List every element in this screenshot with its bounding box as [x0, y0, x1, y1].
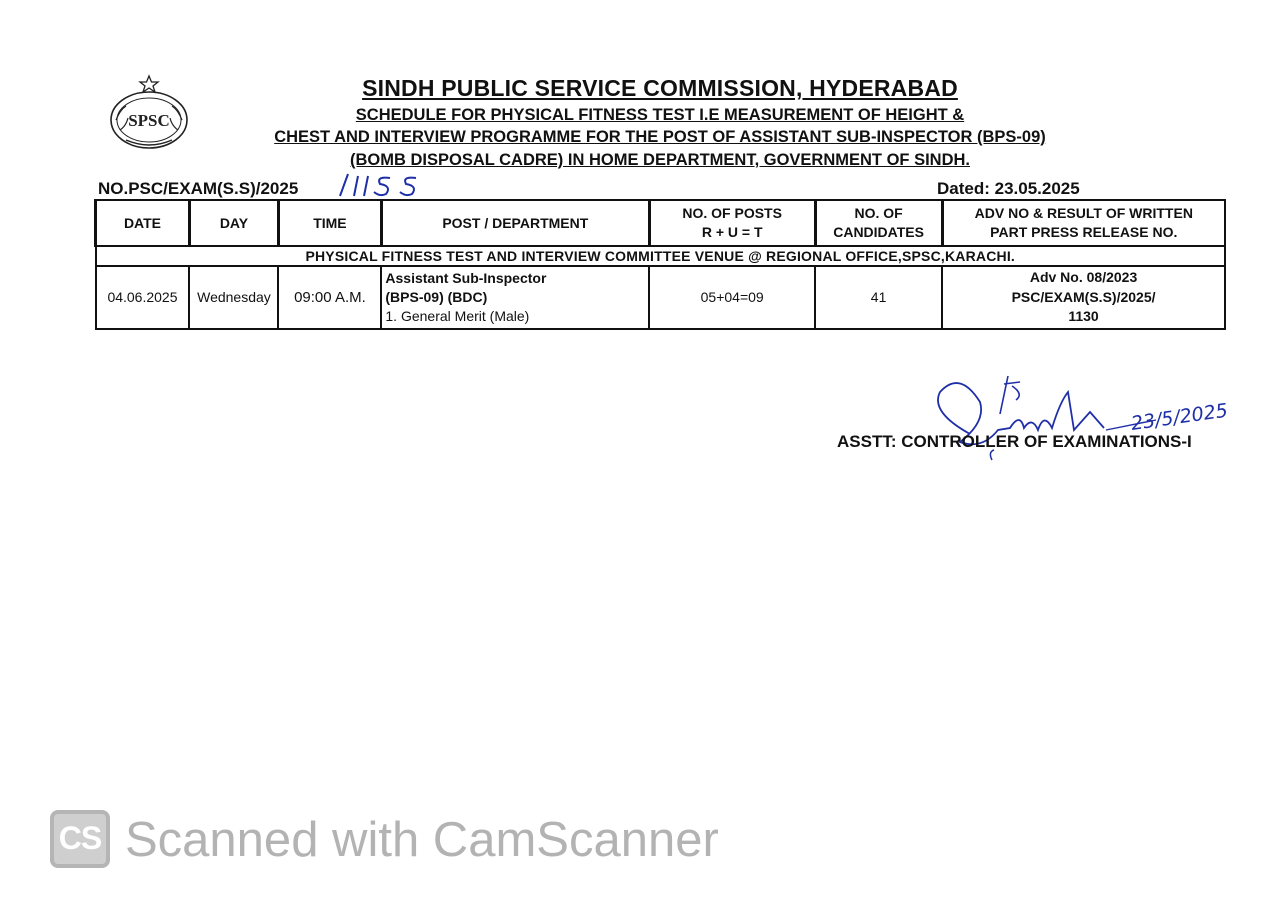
- adv-number: Adv No. 08/2023: [1029, 269, 1138, 285]
- schedule-heading-line-3: (BOMB DISPOSAL CADRE) IN HOME DEPARTMENT, GOVERNMENT OF SINDH.: [350, 151, 970, 169]
- venue-row: [96, 246, 1226, 266]
- table-row: [96, 266, 1226, 329]
- page-title: SINDH PUBLIC SERVICE COMMISSION, HYDERABAD: [362, 75, 958, 101]
- cell-date: 04.06.2025: [96, 266, 190, 329]
- adv-press-release-number: 1130: [1068, 308, 1099, 324]
- handwritten-reference-number: [330, 170, 430, 200]
- table-header-row: [96, 200, 1226, 246]
- header-adv-line-1: ADV NO & RESULT OF WRITTEN: [974, 205, 1193, 221]
- header-candidates: [815, 200, 942, 246]
- camscanner-badge: CS: [58, 820, 102, 856]
- header-candidates-line-2: CANDIDATES: [833, 224, 924, 240]
- header-time: TIME: [278, 200, 381, 246]
- handwritten-signature: [920, 372, 1260, 472]
- dated: Dated: 23.05.2025: [937, 179, 1080, 198]
- header-posts: [649, 200, 815, 246]
- header-adv-line-2: PART PRESS RELEASE NO.: [990, 224, 1178, 240]
- post-quota: 1. General Merit (Male): [385, 307, 530, 324]
- header-posts-line-1: NO. OF POSTS: [682, 205, 782, 221]
- header-date: DATE: [96, 200, 190, 246]
- schedule-heading-line-1: SCHEDULE FOR PHYSICAL FITNESS TEST I.E MEASUREMENT OF HEIGHT &: [355, 106, 965, 124]
- cell-posts: 05+04=09: [649, 266, 815, 329]
- header-adv: [942, 200, 1225, 246]
- header-post: POST / DEPARTMENT: [381, 200, 649, 246]
- header-candidates-line-1: NO. OF: [854, 205, 903, 221]
- adv-press-release: PSC/EXAM(S.S)/2025/: [1011, 288, 1156, 305]
- signature-date: 23/5/2025: [1129, 399, 1230, 435]
- cell-post: [381, 266, 649, 329]
- svg-text:SPSC: SPSC: [128, 111, 170, 130]
- header-posts-line-2: R + U = T: [701, 224, 763, 240]
- cell-day: Wednesday: [189, 266, 278, 329]
- camscanner-watermark: Scanned with CamScanner: [125, 813, 719, 867]
- signatory-title: ASSTT: CONTROLLER OF EXAMINATIONS-I: [837, 432, 1192, 451]
- schedule-table: [94, 199, 1226, 330]
- reference-number: NO.PSC/EXAM(S.S)/2025: [98, 179, 299, 198]
- cell-time: 09:00 A.M.: [278, 266, 381, 329]
- header-day: DAY: [189, 200, 278, 246]
- post-grade: (BPS-09) (BDC): [385, 288, 488, 305]
- schedule-heading-line-2: CHEST AND INTERVIEW PROGRAMME FOR THE POST OF ASSISTANT SUB-INSPECTOR (BPS-09): [274, 128, 1046, 146]
- venue-text: PHYSICAL FITNESS TEST AND INTERVIEW COMMITTEE VENUE @ REGIONAL OFFICE,SPSC,KARACHI.: [96, 246, 1226, 266]
- post-name: Assistant Sub-Inspector: [385, 269, 547, 286]
- cell-adv: [942, 266, 1225, 329]
- camscanner-logo-icon: [50, 810, 110, 868]
- cell-candidates: 41: [815, 266, 942, 329]
